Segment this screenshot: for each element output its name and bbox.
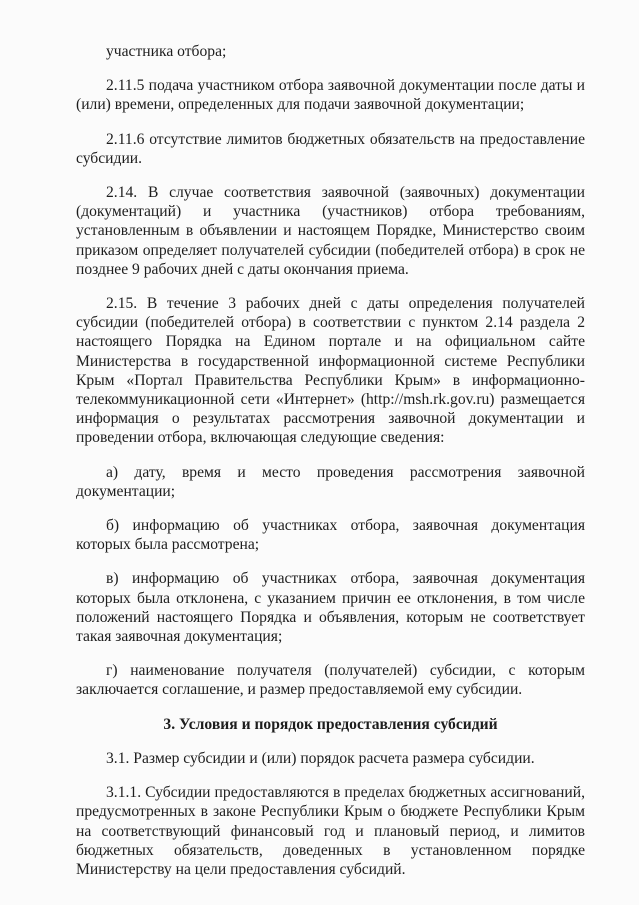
- paragraph-2-11-5: 2.11.5 подача участником отбора заявочной документации после даты и (или) времени, определенных для подачи заявочной документации;: [76, 77, 585, 114]
- paragraph-participant-end: участника отбора;: [106, 43, 227, 60]
- paragraph-2-15: 2.15. В течение 3 рабочих дней с даты определения получателей субсидии (победителей отбора) в соответствии с пунктом 2.14 раздела 2 настоящего Порядка на Едином портале и на официальном сайте Министерства в государственной информационной системе Республики Крым «Портал Правительства Республики Крым» в информационно-телекоммуникационной сети «Интернет» (http://msh.rk.gov.ru) размещается информация о результатах рассмотрения заявочной документации и проведении отбора, включающая следующие сведения:: [76, 295, 585, 447]
- document-body: [76, 42, 585, 894]
- list-item-v: в) информацию об участниках отбора, заявочная документация которых была отклонена, с указанием причин ее отклонения, в том числе положений настоящего Порядка и объявления, которым не соответствует такая заявочная документация;: [76, 570, 585, 646]
- paragraph-3-1: 3.1. Размер субсидии и (или) порядок расчета размера субсидии.: [106, 749, 535, 767]
- paragraph-3-1-1: 3.1.1. Субсидии предоставляются в пределах бюджетных ассигнований, предусмотренных в законе Республики Крым о бюджете Республики Крым на соответствующий финансовый год и плановый период, и лимитов бюджетных обязательств, доведенных в установленном порядке Министерству на цели предоставления субсидий.: [76, 784, 585, 878]
- list-item-b: б) информацию об участниках отбора, заявочная документация которых была рассмотрена;: [76, 517, 585, 554]
- section-heading: 3. Условия и порядок предоставления субсидий: [163, 715, 498, 733]
- list-item-g: г) наименование получателя (получателей) субсидии, с которым заключается соглашение, и размер предоставляемой ему субсидии.: [76, 662, 585, 699]
- list-item-a: а) дату, время и место проведения рассмотрения заявочной документации;: [76, 463, 585, 500]
- paragraph-2-14: 2.14. В случае соответствия заявочной (заявочных) документации (документаций) и участника (участников) отбора требованиям, установленным в объявлении и настоящем Порядке, Министерство своим приказом определяет получателей субсидии (победителей отбора) в срок не позднее 9 рабочих дней с даты окончания приема.: [76, 184, 585, 278]
- paragraph-2-11-6: 2.11.6 отсутствие лимитов бюджетных обязательств на предоставление субсидии.: [76, 130, 585, 167]
